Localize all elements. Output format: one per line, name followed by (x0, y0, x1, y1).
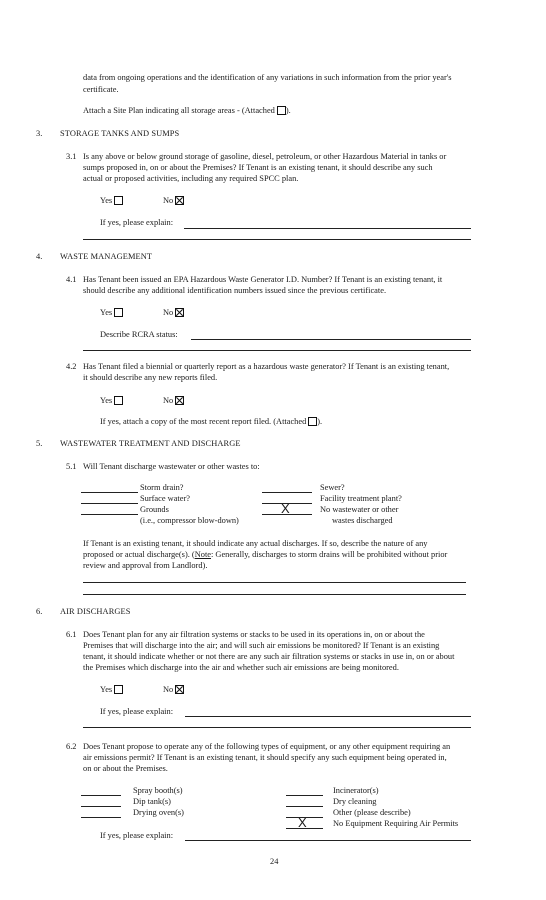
q4-2-yes-checkbox[interactable] (114, 396, 123, 405)
no-label: No (163, 685, 174, 694)
q6-1-yes-option (100, 684, 123, 695)
section-5-number: 5. (36, 439, 43, 448)
q3-1-line-3: actual or proposed activities, including any required SPCC plan. (83, 174, 299, 183)
yes-label: Yes (100, 396, 113, 405)
spray-booth-label: Spray booth(s) (133, 786, 183, 795)
section-4-title: WASTE MANAGEMENT (60, 252, 153, 261)
intro-line-2: certificate. (83, 85, 119, 94)
q3-1-explain-line[interactable] (184, 228, 471, 229)
q4-1-number: 4.1 (66, 275, 77, 284)
q3-1-no-checkbox[interactable] (175, 196, 184, 205)
section-6-number: 6. (36, 607, 43, 616)
q6-1-line-1: Does Tenant plan for any air filtration systems or stacks to be used in its operations in, on or about the (83, 630, 425, 639)
q4-2-line-2: it should describe any new reports filed. (83, 373, 218, 382)
q3-1-number: 3.1 (66, 152, 77, 161)
q6-1-explain-label: If yes, please explain: (100, 707, 174, 716)
sewer-blank[interactable] (262, 492, 312, 493)
drying-oven-blank[interactable] (81, 817, 121, 818)
q5-note-line-2 (83, 549, 447, 560)
q6-2-line-1: Does Tenant propose to operate any of the following types of equipment, or any other equipment requiring an (83, 742, 451, 751)
surface-water-blank[interactable] (81, 503, 138, 504)
note-label: Note (194, 550, 211, 559)
site-plan-line (83, 105, 291, 116)
intro-line-1: data from ongoing operations and the identification of any variations in such information from the prior year's (83, 73, 452, 82)
q4-2-yes-option (100, 395, 123, 406)
attach-text: If yes, attach a copy of the most recent report filed. (Attached (100, 417, 307, 426)
dry-cleaning-label: Dry cleaning (333, 797, 377, 806)
q4-2-line-1: Has Tenant filed a biennial or quarterly report as a hazardous waste generator? If Tenant is an existing tenant, (83, 362, 450, 371)
q5-note-line-1: If Tenant is an existing tenant, it should indicate any actual discharges. If so, describe the nature of any (83, 539, 428, 548)
q4-1-line-2: should describe any additional identification numbers issued since the previous certificate. (83, 286, 387, 295)
rcra-status-line-2[interactable] (83, 350, 471, 351)
site-plan-close: ). (285, 106, 291, 115)
treatment-plant-label: Facility treatment plant? (320, 494, 402, 503)
note-part-b: : Generally, discharges to storm drains will be prohibited without prior (211, 550, 448, 559)
q4-2-number: 4.2 (66, 362, 77, 371)
q4-2-attached-checkbox[interactable] (308, 417, 317, 426)
yes-label: Yes (100, 196, 113, 205)
q5-note-line-3: review and approval from Landlord). (83, 561, 208, 570)
grounds-blank[interactable] (81, 514, 138, 515)
q6-2-line-2: air emissions permit? If Tenant is an existing tenant, it should specify any such equipment being operated in, (83, 753, 447, 762)
q6-2-explain-line[interactable] (185, 840, 471, 841)
q4-1-no-option (163, 307, 184, 318)
no-equipment-mark: X (298, 815, 307, 830)
q6-2-line-3: on or about the Premises. (83, 764, 168, 773)
q3-1-yes-option (100, 195, 123, 206)
no-wastewater-mark: X (281, 501, 290, 516)
incinerator-blank[interactable] (286, 795, 323, 796)
no-equipment-label: No Equipment Requiring Air Permits (333, 819, 459, 828)
yes-label: Yes (100, 685, 113, 694)
site-plan-attached-checkbox[interactable] (277, 106, 286, 115)
dry-cleaning-blank[interactable] (286, 806, 323, 807)
q5-answer-line-2[interactable] (83, 594, 466, 595)
sewer-label: Sewer? (320, 483, 345, 492)
dip-tank-blank[interactable] (81, 806, 121, 807)
q5-answer-line-1[interactable] (83, 582, 466, 583)
no-label: No (163, 396, 174, 405)
q3-1-line-2: sumps proposed in, on or about the Premises? If Tenant is an existing tenant, it should describe any such (83, 163, 433, 172)
q6-1-explain-line-2[interactable] (83, 727, 471, 728)
q4-1-yes-option (100, 307, 123, 318)
no-wastewater-label: No wastewater or other (320, 505, 399, 514)
surface-water-label: Surface water? (140, 494, 190, 503)
q4-2-no-checkbox[interactable] (175, 396, 184, 405)
note-part-a: proposed or actual discharge(s). ( (83, 550, 195, 559)
q6-1-no-option (163, 684, 184, 695)
q6-2-explain-label: If yes, please explain: (100, 831, 174, 840)
q6-1-no-checkbox[interactable] (175, 685, 184, 694)
q3-1-explain-line-2[interactable] (83, 239, 471, 240)
section-5-title: WASTEWATER TREATMENT AND DISCHARGE (60, 439, 241, 448)
grounds-note: (i.e., compressor blow-down) (140, 516, 239, 525)
q3-1-explain-label: If yes, please explain: (100, 218, 174, 227)
q6-1-explain-line[interactable] (185, 716, 471, 717)
incinerator-label: Incinerator(s) (333, 786, 379, 795)
grounds-label: Grounds (140, 505, 169, 514)
q3-1-line-1: Is any above or below ground storage of gasoline, diesel, petroleum, or other Hazardous Material in tanks or (83, 152, 447, 161)
page-number: 24 (270, 857, 279, 866)
no-label: No (163, 196, 174, 205)
q4-1-line-1: Has Tenant been issued an EPA Hazardous Waste Generator I.D. Number? If Tenant is an existing tenant, it (83, 275, 443, 284)
no-wastewater-note: wastes discharged (332, 516, 393, 525)
dip-tank-label: Dip tank(s) (133, 797, 171, 806)
yes-label: Yes (100, 308, 113, 317)
section-4-number: 4. (36, 252, 43, 261)
q6-1-number: 6.1 (66, 630, 77, 639)
other-label: Other (please describe) (333, 808, 411, 817)
q4-2-attach-line (100, 416, 322, 427)
rcra-status-line[interactable] (191, 339, 471, 340)
q6-1-line-4: the Premises which discharge into the air and whether such air emissions are being monitored. (83, 663, 399, 672)
storm-drain-blank[interactable] (81, 492, 138, 493)
drying-oven-label: Drying oven(s) (133, 808, 184, 817)
site-plan-text: Attach a Site Plan indicating all storage areas - (Attached (83, 106, 275, 115)
q6-1-line-2: Premises that will discharge into the air; and will such air emissions be monitored? If Tenant is an existing (83, 641, 440, 650)
storm-drain-label: Storm drain? (140, 483, 184, 492)
q6-2-number: 6.2 (66, 742, 77, 751)
section-3-number: 3. (36, 129, 43, 138)
rcra-status-label: Describe RCRA status: (100, 330, 178, 339)
section-6-title: AIR DISCHARGES (60, 607, 131, 616)
q5-1-text: Will Tenant discharge wastewater or other wastes to: (83, 462, 260, 471)
q3-1-no-option (163, 195, 184, 206)
spray-booth-blank[interactable] (81, 795, 121, 796)
q3-1-yes-checkbox[interactable] (114, 196, 123, 205)
section-3-title: STORAGE TANKS AND SUMPS (60, 129, 180, 138)
q5-1-number: 5.1 (66, 462, 77, 471)
attach-close: ). (317, 417, 323, 426)
q4-1-yes-checkbox[interactable] (114, 308, 123, 317)
q4-2-no-option (163, 395, 184, 406)
q6-1-yes-checkbox[interactable] (114, 685, 123, 694)
no-label: No (163, 308, 174, 317)
q4-1-no-checkbox[interactable] (175, 308, 184, 317)
q6-1-line-3: tenant, it should indicate whether or not there are any such air filtration systems or stacks in use in, on or about (83, 652, 455, 661)
